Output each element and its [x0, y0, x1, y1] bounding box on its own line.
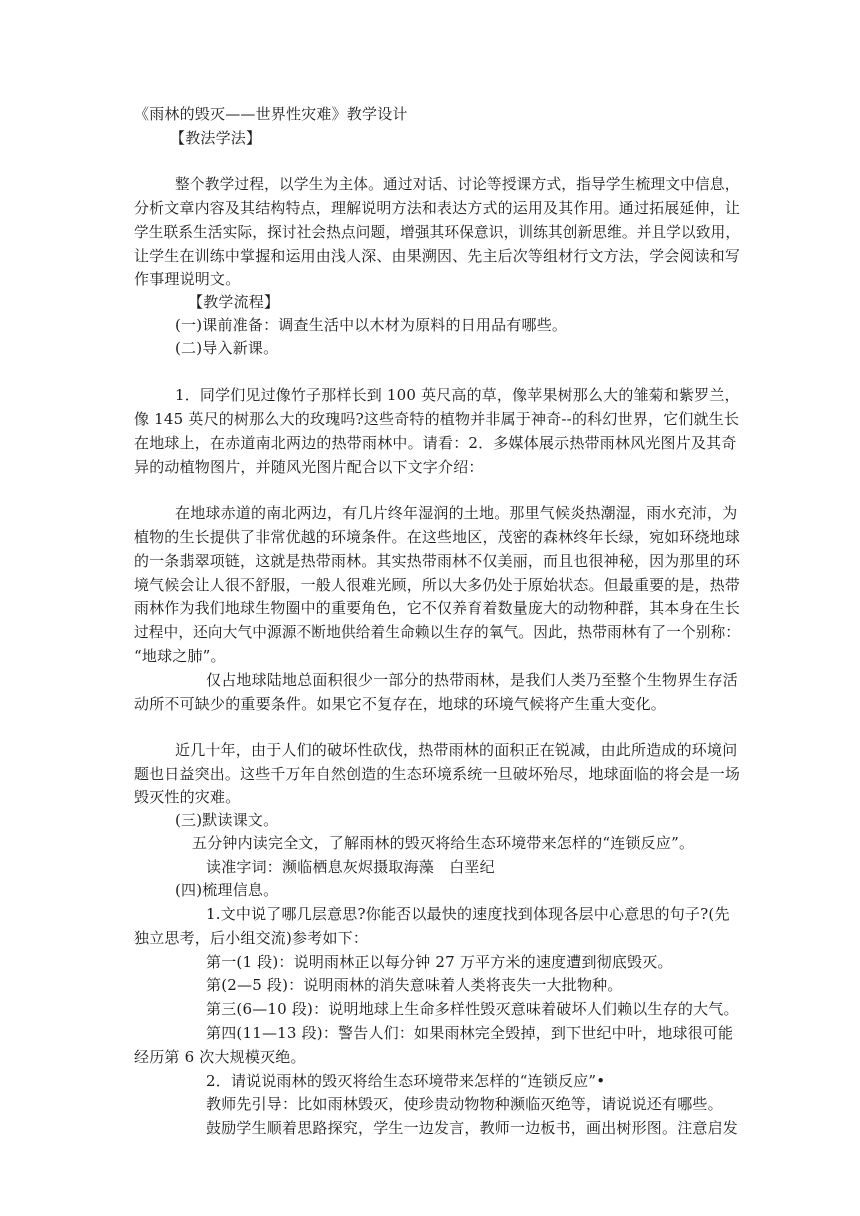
step-intro: (二)导入新课。: [175, 339, 279, 357]
question-line: 2．请说说雨林的毁灭将给生态环境带来怎样的“连锁反应”•: [206, 1072, 606, 1090]
paragraph-line: 整个教学过程，以学生为主体。通过对话、讨论等授课方式，指导学生梳理文中信息，: [175, 175, 740, 193]
paragraph-line: 植物的生长提供了非常优越的环境条件。在这些地区，茂密的森林终年长绿，宛如环绕地球: [134, 528, 741, 546]
paragraph-line: 雨林作为我们地球生物圈中的重要角色，它不仅养育着数量庞大的动物种群，其本身在生长: [134, 599, 741, 617]
paragraph-line: 过程中，还向大气中源源不断地供给着生命赖以生存的氧气。因此，热带雨林有了一个别称：: [134, 623, 741, 641]
paragraph-line: 毁灭性的灾难。: [134, 788, 241, 806]
answer-line: 第三(6—10 段)：说明地球上生命多样性毁灭意味着破坏人们赖以生存的大气。: [206, 1000, 739, 1018]
paragraph-line: 鼓励学生顺着思路探究，学生一边发言，教师一边板书，画出树形图。注意启发: [206, 1119, 739, 1137]
paragraph-line: 在地球赤道的南北两边，有几片终年湿润的土地。那里气候炎热潮湿，雨水充沛，为: [175, 504, 738, 522]
answer-line: 经历第 6 次大规模灭绝。: [134, 1048, 306, 1066]
paragraph-line: 1．同学们见过像竹子那样长到 100 英尺高的草，像苹果树那么大的雏菊和紫罗兰，: [175, 386, 740, 404]
paragraph-line: “地球之肺”。: [134, 647, 226, 665]
document-title: 《雨林的毁灭——世界性灾难》教学设计: [134, 105, 408, 123]
paragraph-line: 分析文章内容及其结构特点，理解说明方法和表达方式的运用及其作用。通过拓展延伸，让: [134, 199, 741, 217]
vocabulary-line: 读准字词：濒临栖息灰烬摄取海藻 白垩纪: [206, 858, 495, 876]
paragraph-line: 异的动植物图片，并随风光图片配合以下文字介绍：: [134, 458, 484, 476]
paragraph-line: 近几十年，由于人们的破坏性砍伐，热带雨林的面积正在锐减，由此所造成的环境问: [175, 741, 738, 759]
step-prepare: (一)课前准备：调查生活中以木材为原料的日用品有哪些。: [175, 316, 568, 334]
paragraph-line: 像 145 英尺的树那么大的玫瑰吗?这些奇特的植物并非属于神奇--的科幻世界，它们就生长: [134, 410, 740, 428]
teacher-guide-line: 教师先引导：比如雨林毁灭，使珍贵动物物种濒临灭绝等，请说说还有哪些。: [206, 1095, 723, 1113]
answer-line: 第(2—5 段)：说明雨林的消失意味着人类将丧失一大批物种。: [206, 976, 623, 994]
section-heading-flow: 【教学流程】: [188, 293, 280, 311]
paragraph-line: 境气候会让人很不舒服，一般人很难光顾，所以大多仍处于原始状态。但最重要的是，热带: [134, 576, 741, 594]
question-line: 1.文中说了哪几层意思?你能否以最快的速度找到体现各层中心意思的句子?(先: [206, 905, 730, 923]
reading-task: 五分钟内读完全文，了解雨林的毁灭将给生态环境带来怎样的“连锁反应”。: [192, 834, 695, 852]
step-sort-info: (四)梳理信息。: [175, 881, 279, 899]
paragraph-line: 题也日益突出。这些千万年自然创造的生态环境系统一旦破坏殆尽，地球面临的将会是一场: [134, 765, 741, 783]
paragraph-line: 在地球上，在赤道南北两边的热带雨林中。请看：2．多媒体展示热带雨林风光图片及其奇: [134, 434, 737, 452]
paragraph-line: 让学生在训练中掌握和运用由浅人深、由果溯因、先主后次等组材行文方法，学会阅读和写: [134, 247, 741, 265]
answer-line: 第一(1 段)：说明雨林正以每分钟 27 万平方米的速度遭到彻底毁灭。: [206, 953, 673, 971]
paragraph-line: 仅占地球陆地总面积很少一部分的热带雨林，是我们人类乃至整个生物界生存活: [206, 671, 739, 689]
question-line: 独立思考，后小组交流)参考如下：: [134, 929, 369, 947]
section-heading-methods: 【教法学法】: [170, 129, 262, 147]
answer-line: 第四(11—13 段)：警告人们：如果雨林完全毁掉，到下世纪中叶，地球很可能: [206, 1024, 734, 1042]
paragraph-line: 动所不可缺少的重要条件。如果它不复存在，地球的环境气候将产生重大变化。: [134, 695, 667, 713]
paragraph-line: 作事理说明文。: [134, 270, 241, 288]
step-silent-reading: (三)默读课文。: [175, 811, 279, 829]
paragraph-line: 学生联系生活实际，探讨社会热点问题，增强其环保意识，训练其创新思维。并且学以致用，: [134, 223, 741, 241]
paragraph-line: 的一条翡翠项链，这就是热带雨林。其实热带雨林不仅美丽，而且也很神秘，因为那里的环: [134, 552, 741, 570]
